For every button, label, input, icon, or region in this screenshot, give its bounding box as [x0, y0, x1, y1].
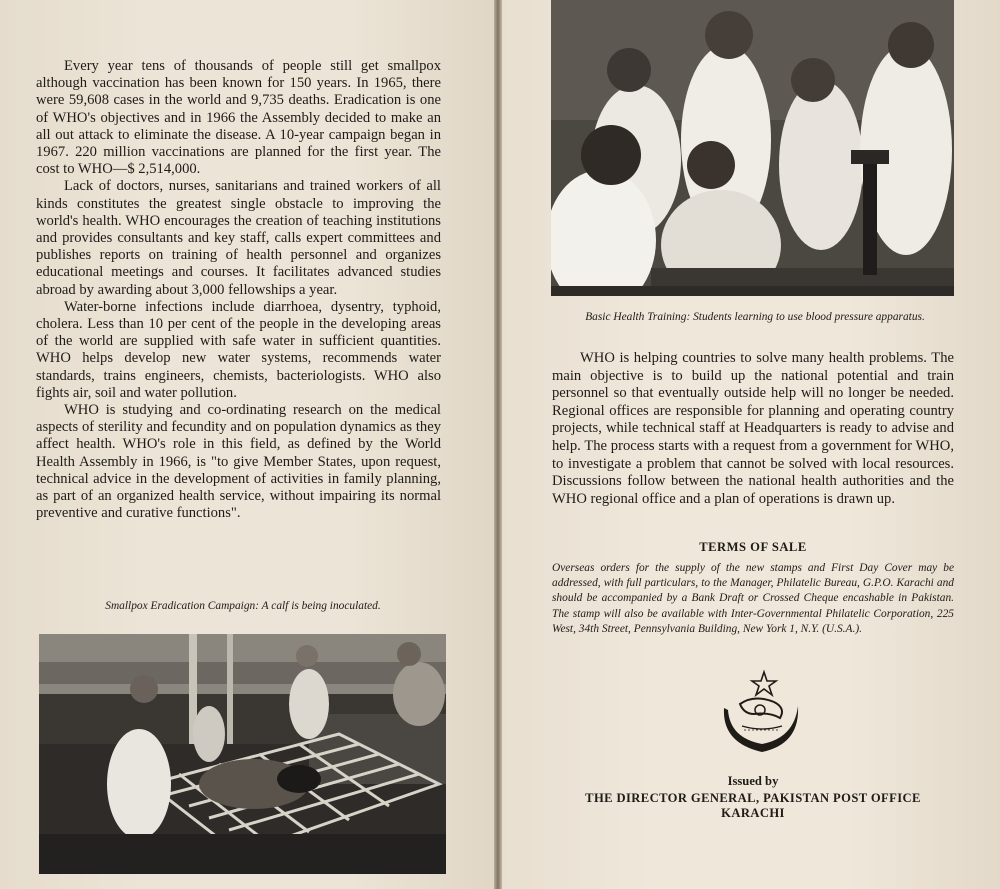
issued-by-label: Issued by: [727, 774, 779, 788]
terms-of-sale-heading: TERMS OF SALE: [699, 540, 807, 554]
training-paragraph: Lack of doctors, nurses, sanitarians and trained workers of all kinds constitutes the greatest single obstacle to improving the world's health. WHO encourages the creation of teaching institutions and provides consultants and key staff, calls expert committees and publishes reports on training of health personnel and organizes educational meetings and courses. It facilitates advanced studies abroad by awarding about 3,000 fellowships a year.: [36, 178, 441, 298]
smallpox-paragraph: Every year tens of thousands of people still get smallpox although vaccination has been known for 150 years. In 1965, there were 59,608 cases in the world and 9,735 deaths. Eradication is one of WHO's objectives and in 1966 the Assembly decided to make an all out attack to eliminate the disease. A 10-year campaign began in 1967. 220 million vaccinations are planned for the first year. The cost to WHO—$ 2,514,000.: [36, 58, 441, 178]
smallpox-campaign-photo: [39, 634, 446, 874]
research-paragraph: WHO is studying and co-ordinating research on the medical aspects of sterility and fecundity and on population dynamics as they affect health. WHO's role in this field, as defined by the World Health Assembly in 1966, is "to give Member States, upon request, technical advice in the development of activities in family planning, as part of an organized health service, without impairing its normal preventive and curative functions".: [36, 402, 441, 522]
health-training-photo: [551, 0, 954, 296]
right-body-text: [552, 350, 954, 508]
who-helping-paragraph: WHO is helping countries to solve many health problems. The main objective is to build up the national potential and train personnel so that eventually outside help will no longer be needed. Regional offices are responsible for planning and operating country projects, while technical staff at Headquarters is ready to advise and help. The process starts with a request from a government for WHO, to investigate a problem that cannot be solved with local resources. Discussions follow between the national health authorities and the WHO regional office and a plan of operations is drawn up.: [552, 350, 954, 507]
terms-of-sale-text: Overseas orders for the supply of the new stamps and First Day Cover may be addressed, with full particulars, to the Manager, Philatelic Bureau, G.P.O. Karachi and should be accompanied by a Bank Draft or Crossed Cheque encashable in Pakistan. The stamp will also be available with Inter-Governmental Philatelic Corporation, 225 West, 34th Street, Pennsylvania Building, New York 1, N.Y. (U.S.A.).: [552, 562, 954, 635]
page-gutter: [494, 0, 502, 889]
smallpox-photo-caption: Smallpox Eradication Campaign: A calf is being inoculated.: [105, 600, 381, 612]
water-paragraph: Water-borne infections include diarrhoea, dysentry, typhoid, cholera. Less than 10 per cent of the people in the developing areas of the world are supplied with safe water in sufficient quantities. WHO helps develop new water systems, recommends water standards, trains engineers, chemists, bacteriologists. WHO also fights air, soil and water pollution.: [36, 298, 441, 401]
issuer-city: KARACHI: [721, 806, 785, 820]
issuer-name: THE DIRECTOR GENERAL, PAKISTAN POST OFFICE: [585, 791, 921, 805]
pakistan-post-emblem-icon: [714, 668, 810, 760]
training-photo-caption: Basic Health Training: Students learning to use blood pressure apparatus.: [585, 311, 925, 323]
left-body-text: [36, 58, 441, 522]
